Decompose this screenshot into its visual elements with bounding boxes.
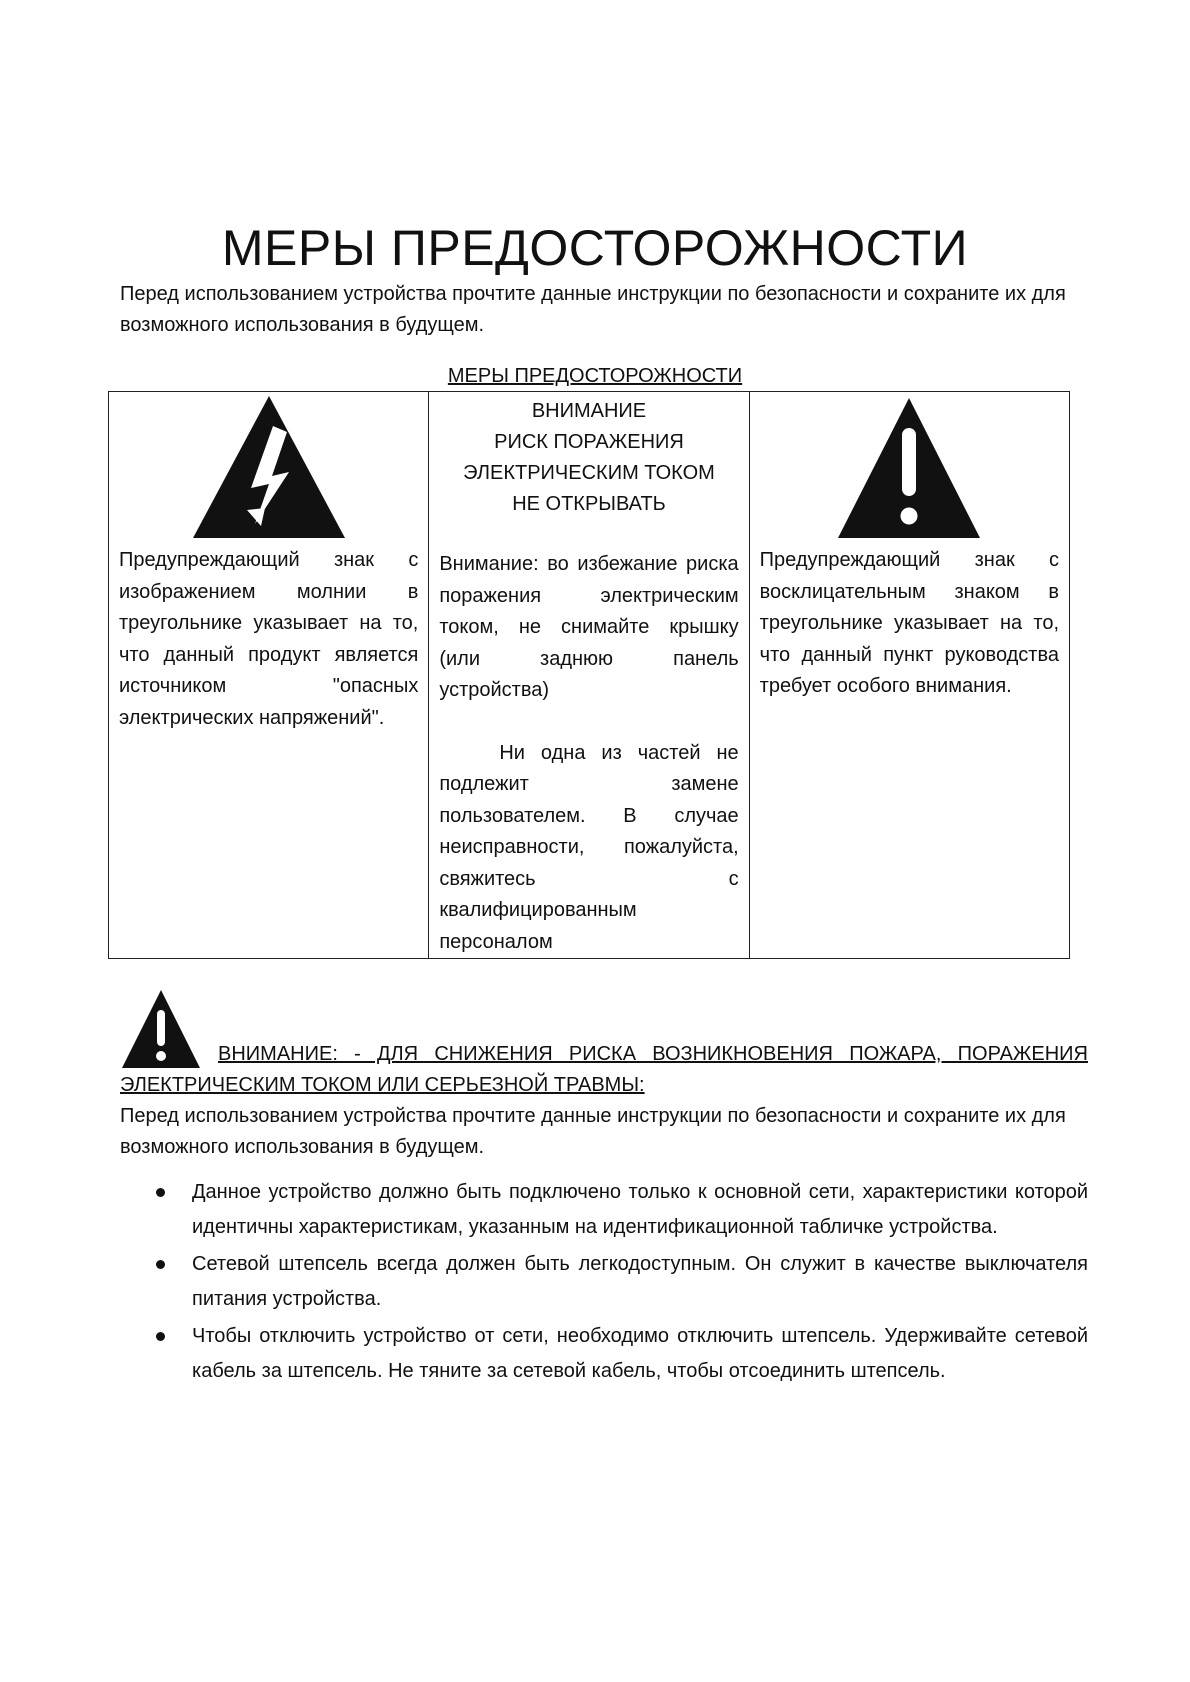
lightning-warning-triangle-icon: [189, 392, 349, 542]
caution-line: РИСК ПОРАЖЕНИЯ: [494, 431, 684, 453]
bullet-icon: [156, 1332, 165, 1341]
page-title: МЕРЫ ПРЕДОСТОРОЖНОСТИ: [221, 220, 969, 276]
table-cell-caution: [429, 392, 749, 959]
caution-line: ВНИМАНИЕ: [531, 400, 647, 422]
safety-bullet-list: [120, 1175, 1088, 1391]
exclamation-warning-triangle-icon: [120, 988, 202, 1070]
exclamation-warning-triangle-icon: [834, 392, 984, 542]
caution-text-2: Ни одна из частей не подлежит замене пользователем. В случае неисправности, пожалуйста, свяжитесь с квалифицированным персоналом: [439, 741, 739, 953]
warning-symbols-table: [108, 391, 1070, 959]
list-item: Сетевой штепсель всегда должен быть легкодоступным. Он служит в качестве выключателя питания устройства.: [120, 1247, 1088, 1317]
caution-line: ЭЛЕКТРИЧЕСКИМ ТОКОМ: [463, 462, 715, 484]
warning-heading-line1: ВНИМАНИЕ: - ДЛЯ СНИЖЕНИЯ РИСКА ВОЗНИКНОВЕНИЯ ПОЖАРА, ПОРАЖЕНИЯ: [218, 1043, 1088, 1065]
intro-paragraph: Перед использованием устройства прочтите данные инструкции по безопасности и сохраните их для возможного использования в будущем.: [120, 283, 1066, 336]
warning-heading: [120, 988, 1088, 1163]
table-cell-lightning: [109, 392, 429, 959]
list-item: Чтобы отключить устройство от сети, необходимо отключить штепсель. Удерживайте сетевой кабель за штепсель. Не тяните за сетевой кабель, чтобы отсоединить штепсель.: [120, 1319, 1088, 1389]
caution-header: [429, 392, 748, 547]
lightning-description: Предупреждающий знак с изображением молнии в треугольнике указывает на то, что данный продукт является источником "опасных электрических напряжений".: [119, 549, 419, 729]
table-cell-exclamation: [749, 392, 1069, 959]
warning-intro: Перед использованием устройства прочтите данные инструкции по безопасности и сохраните их для возможного использования в будущем.: [120, 1105, 1066, 1158]
exclamation-description: Предупреждающий знак с восклицательным знаком в треугольнике указывает на то, что данный пункт руководства требует особого внимания.: [759, 549, 1059, 697]
bullet-icon: [156, 1188, 165, 1197]
bullet-icon: [156, 1260, 165, 1269]
caution-line: НЕ ОТКРЫВАТЬ: [512, 493, 666, 515]
warning-heading-line2: ЭЛЕКТРИЧЕСКИМ ТОКОМ ИЛИ СЕРЬЕЗНОЙ ТРАВМЫ:: [120, 1074, 645, 1096]
table-caption: МЕРЫ ПРЕДОСТОРОЖНОСТИ: [447, 365, 743, 387]
list-item: Данное устройство должно быть подключено только к основной сети, характеристики которой идентичны характеристикам, указанным на идентификационной табличке устройства.: [120, 1175, 1088, 1245]
caution-text-1: Внимание: во избежание риска поражения электрическим током, не снимайте крышку (или заднюю панель устройства): [439, 553, 739, 701]
